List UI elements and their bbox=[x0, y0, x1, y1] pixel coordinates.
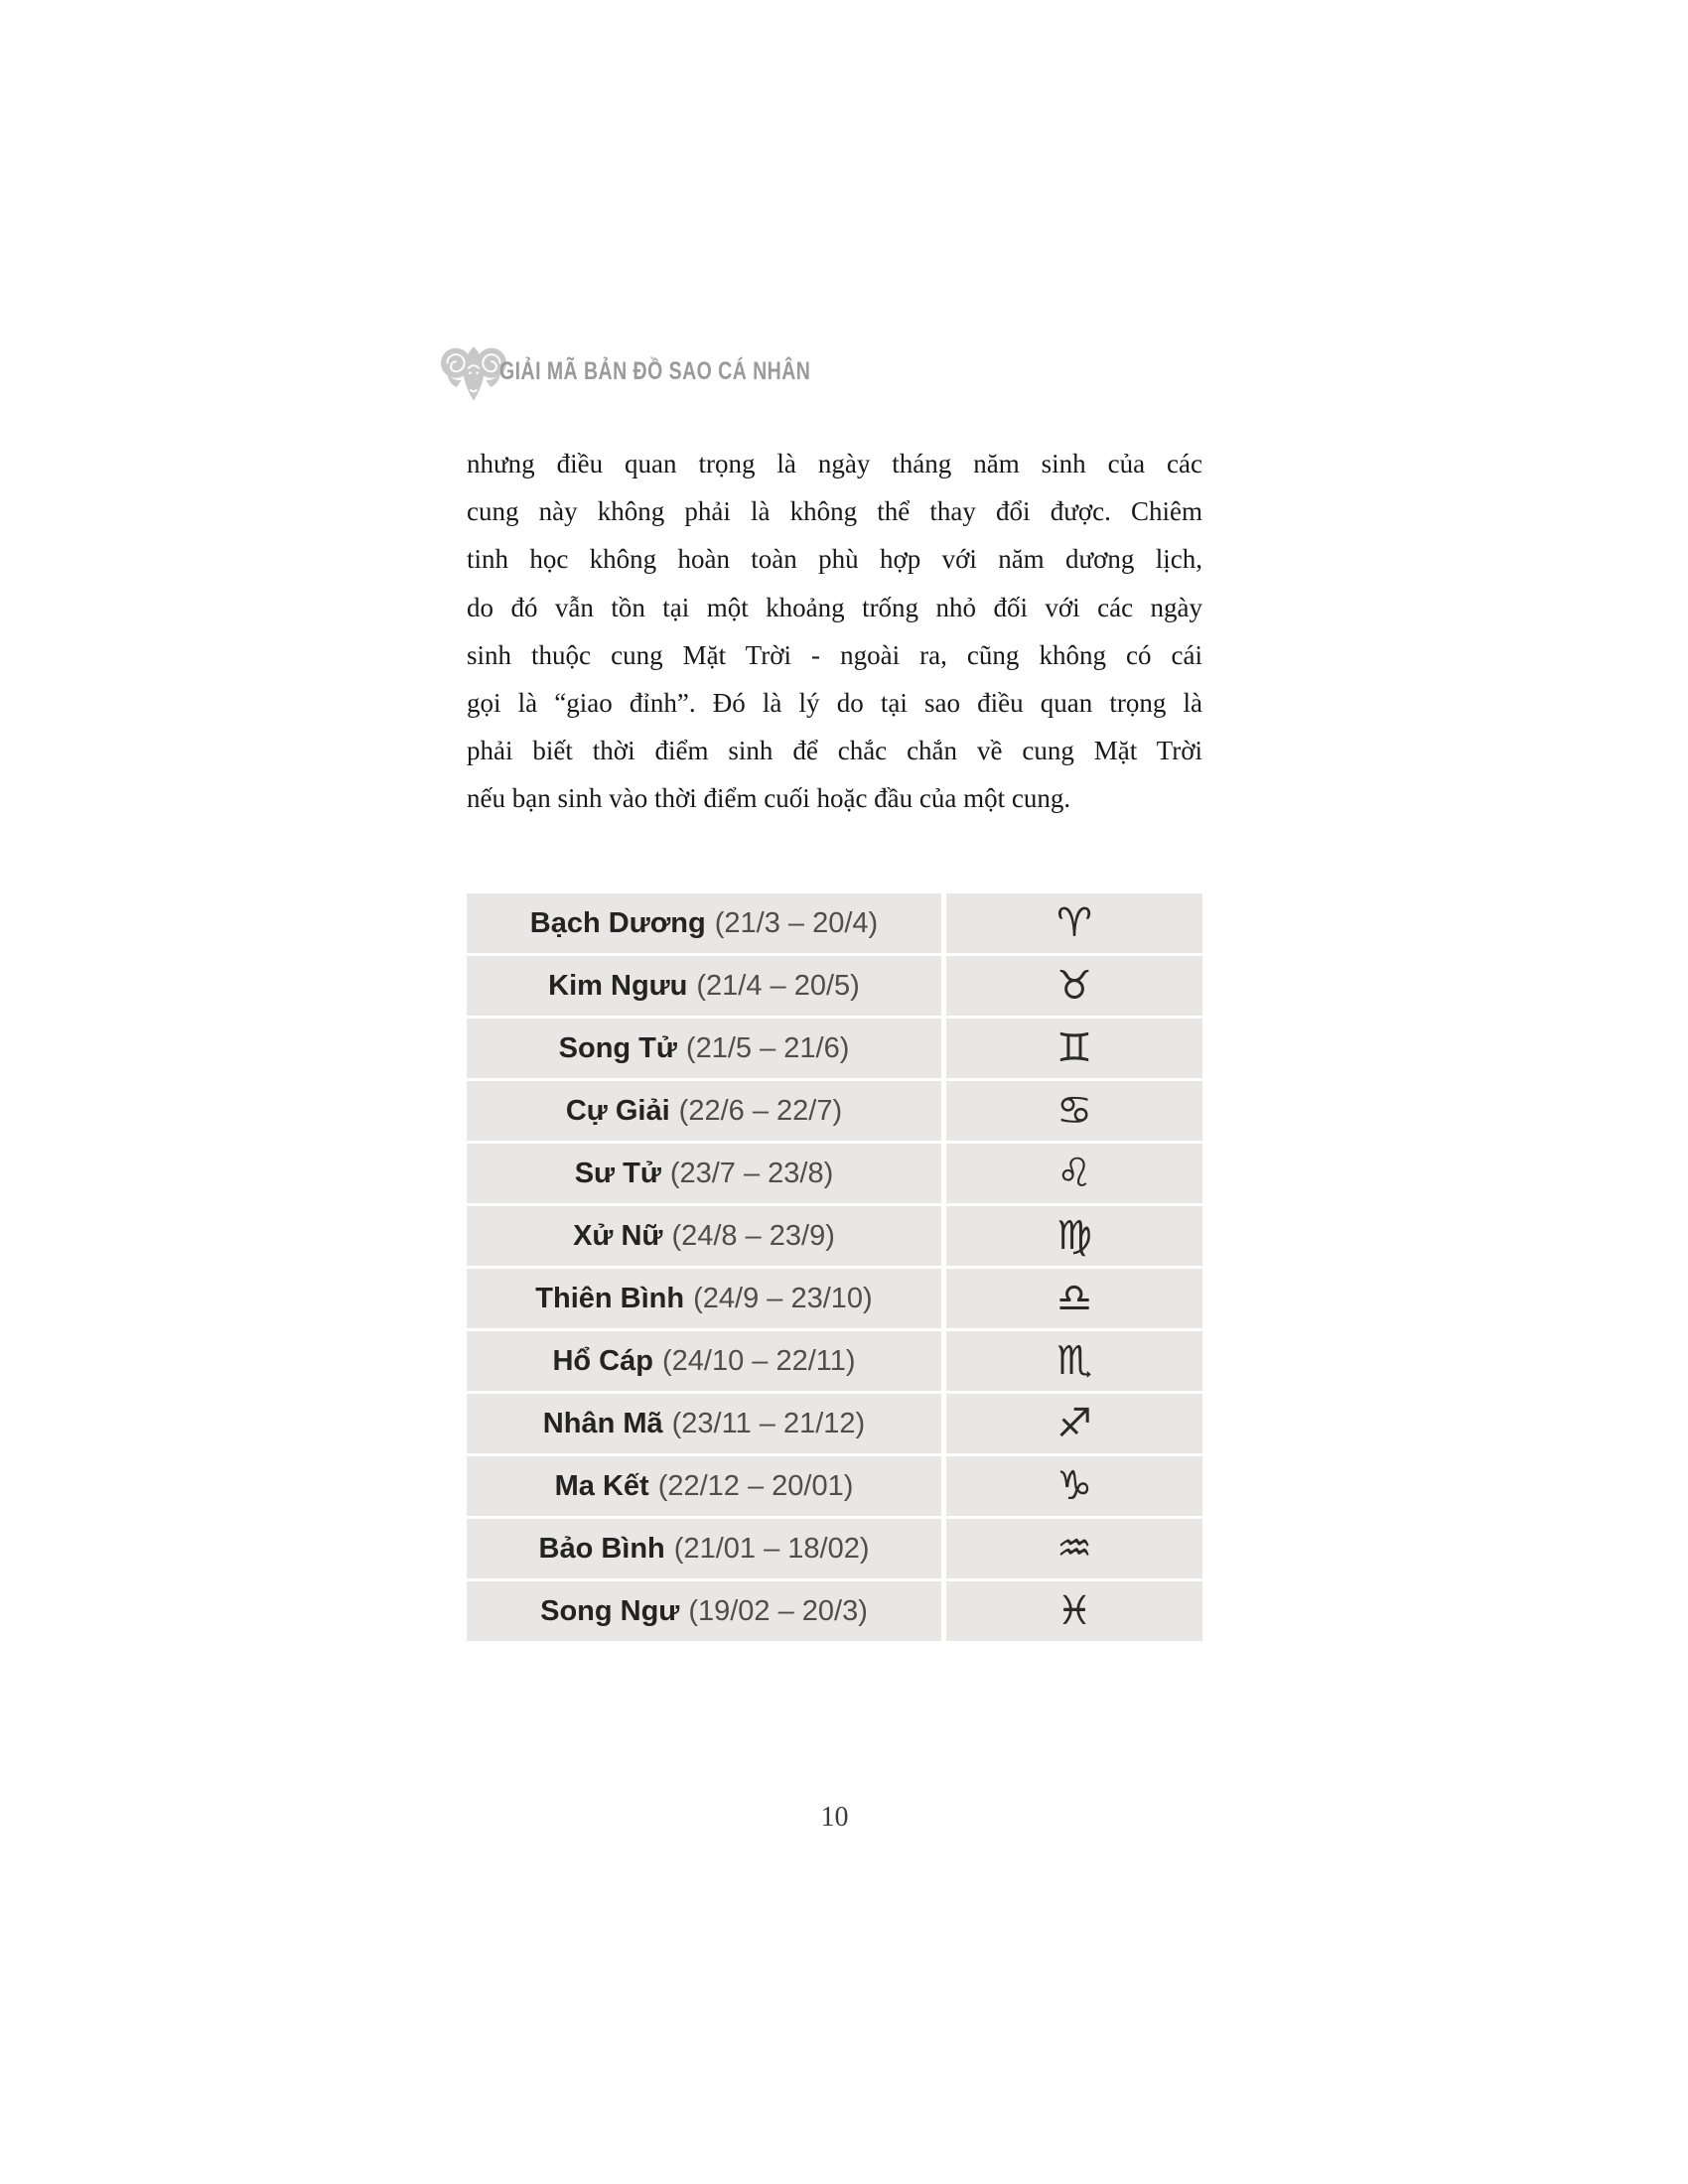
zodiac-name: Bảo Bình bbox=[538, 1532, 665, 1565]
zodiac-name: Cự Giải bbox=[565, 1094, 670, 1127]
body-paragraph bbox=[467, 440, 1202, 823]
libra-icon: ♎ bbox=[1056, 1276, 1092, 1321]
zodiac-dates: (21/3 – 20/4) bbox=[714, 906, 879, 939]
zodiac-dates: (22/12 – 20/01) bbox=[657, 1469, 854, 1502]
zodiac-name-cell bbox=[467, 1019, 941, 1078]
leo-icon: ♌ bbox=[1056, 1151, 1092, 1196]
zodiac-symbol-cell bbox=[946, 893, 1202, 953]
paragraph-line: sinh thuộc cung Mặt Trời - ngoài ra, cũng không có cái bbox=[467, 639, 1202, 670]
zodiac-name-cell bbox=[467, 1269, 941, 1328]
pisces-icon: ♓ bbox=[1056, 1588, 1092, 1634]
aries-icon: ♈ bbox=[1056, 900, 1092, 946]
zodiac-name-cell bbox=[467, 1519, 941, 1578]
zodiac-name: Song Ngư bbox=[540, 1594, 680, 1627]
running-header-title: GIẢI MÃ BẢN ĐỒ SAO CÁ NHÂN bbox=[499, 357, 811, 385]
zodiac-name-cell bbox=[467, 1081, 941, 1141]
paragraph-line: nếu bạn sinh vào thời điểm cuối hoặc đầu của một cung. bbox=[467, 783, 1071, 814]
zodiac-symbol-cell bbox=[946, 1581, 1202, 1641]
zodiac-symbol-cell bbox=[946, 1394, 1202, 1453]
zodiac-name-cell bbox=[467, 893, 941, 953]
zodiac-name: Xử Nữ bbox=[573, 1219, 663, 1252]
zodiac-dates: (23/7 – 23/8) bbox=[669, 1157, 834, 1189]
zodiac-dates: (21/4 – 20/5) bbox=[696, 969, 860, 1002]
zodiac-symbol-cell bbox=[946, 1019, 1202, 1078]
paragraph-line: phải biết thời điểm sinh để chắc chắn về cung Mặt Trời bbox=[467, 736, 1202, 766]
zodiac-name-cell bbox=[467, 1581, 941, 1641]
taurus-icon: ♉ bbox=[1056, 963, 1092, 1009]
paragraph-line: tinh học không hoàn toàn phù hợp với năm dương lịch, bbox=[467, 544, 1202, 575]
zodiac-symbol-cell bbox=[946, 1269, 1202, 1328]
scorpio-icon: ♏ bbox=[1056, 1338, 1092, 1384]
zodiac-symbol-cell bbox=[946, 1144, 1202, 1203]
cancer-icon: ♋ bbox=[1056, 1088, 1092, 1134]
zodiac-name: Thiên Bình bbox=[535, 1282, 685, 1314]
zodiac-dates: (24/10 – 22/11) bbox=[661, 1344, 856, 1377]
zodiac-dates: (24/8 – 23/9) bbox=[671, 1219, 835, 1252]
sagittarius-icon: ♐ bbox=[1056, 1401, 1092, 1446]
zodiac-dates: (23/11 – 21/12) bbox=[671, 1407, 866, 1439]
zodiac-name-cell bbox=[467, 1144, 941, 1203]
virgo-icon: ♍ bbox=[1056, 1213, 1092, 1259]
zodiac-symbol-cell bbox=[946, 1081, 1202, 1141]
zodiac-symbol-cell bbox=[946, 1331, 1202, 1391]
zodiac-symbol-cell bbox=[946, 1519, 1202, 1578]
zodiac-name: Bạch Dương bbox=[529, 906, 706, 939]
zodiac-dates: (22/6 – 22/7) bbox=[678, 1094, 843, 1127]
zodiac-symbol-cell bbox=[946, 956, 1202, 1016]
aquarius-icon: ♒ bbox=[1056, 1526, 1092, 1571]
zodiac-name: Nhân Mã bbox=[542, 1407, 663, 1439]
zodiac-name-cell bbox=[467, 956, 941, 1016]
zodiac-symbol-cell bbox=[946, 1456, 1202, 1516]
zodiac-name: Kim Ngưu bbox=[548, 969, 688, 1002]
zodiac-name-cell bbox=[467, 1206, 941, 1266]
zodiac-name-cell bbox=[467, 1331, 941, 1391]
zodiac-name: Song Tử bbox=[558, 1031, 677, 1064]
capricorn-icon: ♑ bbox=[1056, 1463, 1092, 1509]
zodiac-dates: (19/02 – 20/3) bbox=[688, 1594, 868, 1627]
page-number: 10 bbox=[820, 1802, 849, 1833]
paragraph-line: gọi là “giao đỉnh”. Đó là lý do tại sao điều quan trọng là bbox=[467, 688, 1202, 719]
zodiac-name-cell bbox=[467, 1456, 941, 1516]
paragraph-line: do đó vẫn tồn tại một khoảng trống nhỏ đối với các ngày bbox=[467, 592, 1202, 622]
zodiac-dates: (24/9 – 23/10) bbox=[693, 1282, 873, 1314]
zodiac-name-cell bbox=[467, 1394, 941, 1453]
zodiac-symbol-cell bbox=[946, 1206, 1202, 1266]
zodiac-dates: (21/5 – 21/6) bbox=[685, 1031, 850, 1064]
zodiac-dates: (21/01 – 18/02) bbox=[673, 1532, 870, 1565]
zodiac-table bbox=[467, 893, 1202, 1641]
gemini-icon: ♊ bbox=[1056, 1025, 1092, 1071]
paragraph-line: cung này không phải là không thể thay đổi được. Chiêm bbox=[467, 496, 1202, 527]
paragraph-line: nhưng điều quan trọng là ngày tháng năm sinh của các bbox=[467, 449, 1202, 478]
zodiac-name: Ma Kết bbox=[554, 1469, 649, 1502]
zodiac-name: Sư Tử bbox=[574, 1157, 661, 1189]
zodiac-name: Hổ Cáp bbox=[552, 1344, 653, 1377]
